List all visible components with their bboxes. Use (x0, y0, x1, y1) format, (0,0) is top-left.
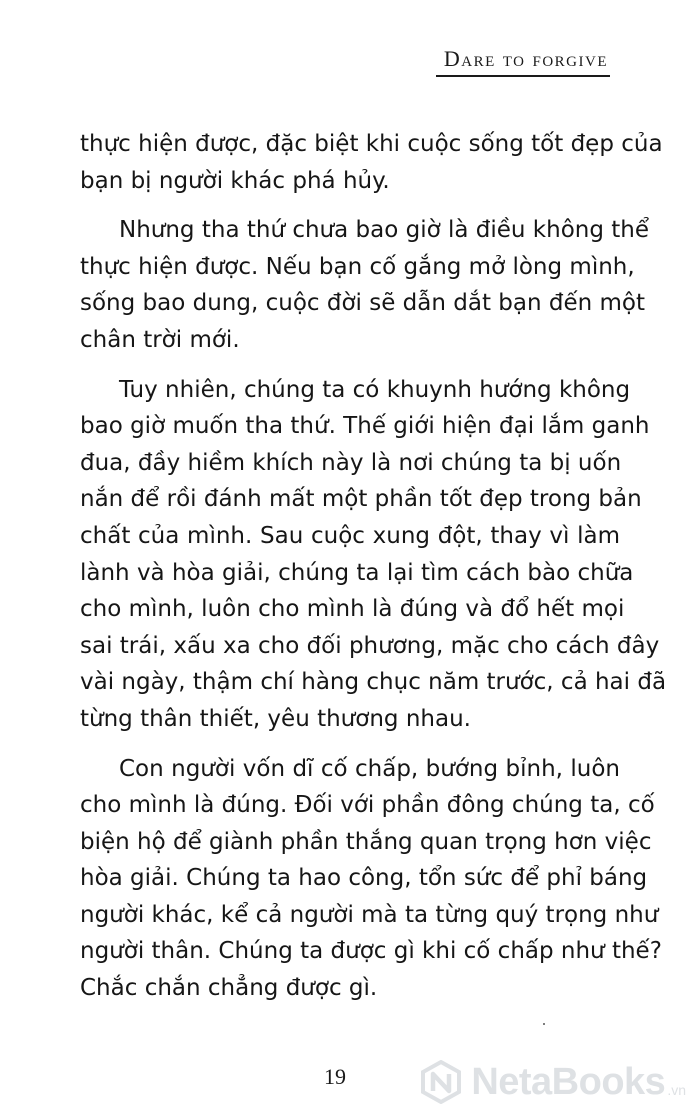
text-line: thực hiện được, đặc biệt khi cuộc sống tốt đẹp của (80, 131, 663, 157)
text-line: lành và hòa giải, chúng ta lại tìm cách bào chữa (80, 559, 634, 586)
watermark (419, 1060, 686, 1104)
page-number: 19 (324, 1064, 346, 1089)
text-line: đua, đầy hiềm khích này là nơi chúng ta bị uốn (80, 449, 622, 476)
text-line: bạn bị người khác phá hủy. (80, 167, 390, 194)
paragraph-2 (80, 212, 650, 358)
header-rule (436, 75, 610, 77)
text-line: cho mình là đúng. Đối với phần đông chúng ta, cố (80, 792, 655, 819)
netabooks-logo-icon (419, 1060, 463, 1104)
running-header: Dare to forgive (443, 46, 608, 71)
text-line: thực hiện được. Nếu bạn cố gắng mở lòng mình, (80, 253, 635, 280)
text-line: người thân. Chúng ta được gì khi cố chấp như thế? (80, 938, 662, 965)
paragraph-3 (80, 372, 667, 738)
paragraph-1 (80, 126, 663, 199)
text-line: Nhưng tha thứ chưa bao giờ là điều không thể (119, 217, 650, 244)
text-line: chất của mình. Sau cuộc xung đột, thay vì làm (80, 522, 620, 549)
text-line: người khác, kể cả người mà ta từng quý trọng như (80, 901, 659, 928)
text-line: bao giờ muốn tha thứ. Thế giới hiện đại lắm ganh (80, 413, 650, 440)
text-line: nắn để rồi đánh mất một phần tốt đẹp trong bản (80, 486, 642, 513)
text-line: chân trời mới. (80, 326, 240, 353)
text-line: Tuy nhiên, chúng ta có khuynh hướng không (119, 376, 631, 403)
text-line: Con người vốn dĩ cố chấp, bướng bỉnh, luôn (119, 755, 620, 782)
text-line: hòa giải. Chúng ta hao công, tổn sức để phỉ báng (80, 865, 648, 892)
text-line: biện hộ để giành phần thắng quan trọng hơn việc (80, 828, 652, 855)
paragraph-4 (80, 751, 662, 1007)
text-line: Chắc chắn chẳng được gì. (80, 975, 378, 1002)
text-line: vài ngày, thậm chí hàng chục năm trước, cả hai đã (80, 669, 667, 696)
watermark-suffix: .vn (667, 1082, 686, 1098)
text-line: từng thân thiết, yêu thương nhau. (80, 705, 471, 732)
print-speck (543, 1023, 545, 1025)
text-line: cho mình, luôn cho mình là đúng và đổ hết mọi (80, 596, 625, 623)
watermark-brand: NetaBooks (471, 1060, 666, 1103)
body-text (80, 126, 667, 1007)
text-line: sai trái, xấu xa cho đối phương, mặc cho cách đây (80, 632, 660, 659)
text-line: sống bao dung, cuộc đời sẽ dẫn dắt bạn đến một (80, 290, 645, 317)
